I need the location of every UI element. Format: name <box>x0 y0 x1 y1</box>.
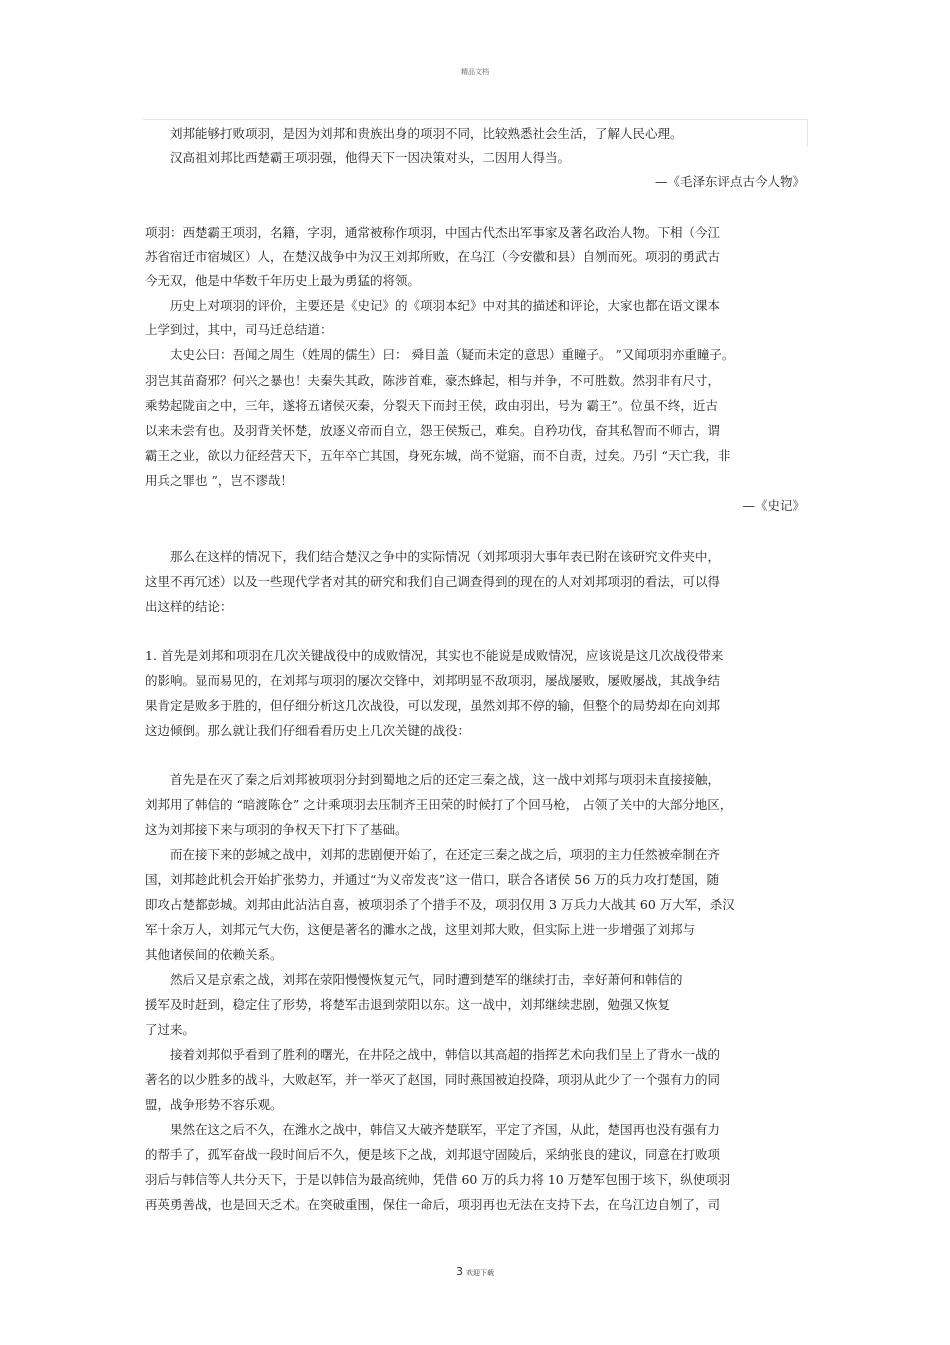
footer-label: 欢迎下载 <box>466 1269 494 1277</box>
text-line: 国，刘邦趁此机会开始扩张势力，并通过“为义帝发丧”这一借口，联合各诸侯 56 万的兵力攻打楚国，随 <box>145 872 720 887</box>
text-line: 其他诸侯间的依赖关系。 <box>145 947 283 962</box>
text-line: 这为刘邦接下来与项羽的争权天下打下了基础。 <box>145 822 408 837</box>
text-line: 出这样的结论： <box>145 599 233 614</box>
text-line: 以来未尝有也。及羽背关怀楚，放逐义帝而自立，怨王侯叛己，难矣。自矜功伐，奋其私智而不师古，谓 <box>145 423 721 438</box>
text-line: 军十余万人，刘邦元气大伤，这便是著名的濉水之战，这里刘邦大败，但实际上进一步增强了刘邦与 <box>145 922 696 937</box>
text-line: 这边倾倒。那么就让我们仔细看看历史上几次关键的战役： <box>145 723 471 738</box>
text-line: 上学到过，其中，司马迁总结道： <box>145 322 333 337</box>
text-line: 的影响。显而易见的，在刘邦与项羽的屡次交锋中，刘邦明显不敌项羽，屡战屡败，屡败屡战，其战争结 <box>145 673 721 688</box>
text-line: 项羽：西楚霸王项羽，名籍，字羽，通常被称作项羽，中国古代杰出军事家及著名政治人物。下相（今江 <box>145 225 721 240</box>
text-line: 著名的以少胜多的战斗，大败赵军，并一举灭了赵国，同时燕国被迫投降，项羽从此少了一个强有力的同 <box>145 1072 721 1087</box>
page-footer <box>0 1260 950 1279</box>
text-line: 1. 首先是刘邦和项羽在几次关键战役中的成败情况，其实也不能说是成败情况，应该说是这几次战役带来 <box>145 648 724 663</box>
text-line: 历史上对项羽的评价，主要还是《史记》的《项羽本纪》中对其的描述和评论，大家也都在语文课本 <box>170 298 721 313</box>
page-header: 精品文档 <box>461 68 489 76</box>
text-line: 刘邦能够打败项羽，是因为刘邦和贵族出身的项羽不同，比较熟悉社会生活，了解人民心理。 <box>170 126 683 141</box>
text-line: 即攻占楚都彭城。刘邦由此沾沾自喜，被项羽杀了个措手不及，项羽仅用 3 万兵力大战其 60 万大军，杀汉 <box>145 897 735 912</box>
text-line: 用兵之罪也 ”，岂不谬哉！ <box>145 473 293 488</box>
text-line: 乘势起陇亩之中，三年，遂将五诸侯灭秦，分裂天下而封王侯，政由羽出，号为 霸王”。位虽不终，近古 <box>145 398 718 413</box>
text-line: 再英勇善战，也是回天乏术。在突破重围，保住一命后，项羽再也无法在支持下去，在乌江边自刎了，司 <box>145 1197 721 1212</box>
text-line: 刘邦用了韩信的 “暗渡陈仓” 之计乘项羽去压制齐王田荣的时候打了个回马枪， 占领了关中的大部分地区， <box>145 797 733 812</box>
text-line: 然后又是京索之战，刘邦在荥阳慢慢恢复元气，同时遭到楚军的继续打击，幸好萧何和韩信的 <box>170 972 683 987</box>
text-line: 而在接下来的彭城之战中，刘邦的悲剧便开始了，在还定三秦之战之后，项羽的主力任然被牵制在齐 <box>170 847 721 862</box>
text-line: 太史公曰：吾闻之周生（姓周的儒生）曰： 舜目盖（疑而未定的意思）重瞳子。 ”又闻项羽亦重瞳子。 <box>170 347 735 362</box>
text-line: 接着刘邦似乎看到了胜利的曙光，在井陉之战中，韩信以其高超的指挥艺术向我们呈上了背水一战的 <box>170 1047 721 1062</box>
text-line: 霸王之业，欲以力征经营天下，五年卒亡其国，身死东城，尚不觉寤，而不自责，过矣。乃引 “天亡我，非 <box>145 448 731 463</box>
text-line: 苏省宿迁市宿城区）人，在楚汉战争中为汉王刘邦所败，在乌江（今安徽和县）自刎而死。项羽的勇武古 <box>145 249 721 264</box>
text-line: 盟，战争形势不容乐观。 <box>145 1097 283 1112</box>
text-line: 羽后与韩信等人共分天下，于是以韩信为最高统帅，凭借 60 万的兵力将 10 万楚军包围于垓下，纵使项羽 <box>145 1172 731 1187</box>
text-line: 今无双，他是中华数千年历史上最为勇猛的将领。 <box>145 273 421 288</box>
text-line: 援军及时赶到，稳定住了形势，将楚军击退到荥阳以东。这一战中，刘邦继续悲剧，勉强又恢复 <box>145 997 671 1012</box>
text-line: 那么在这样的情况下，我们结合楚汉之争中的实际情况（刘邦项羽大事年表已附在该研究文件夹中， <box>170 549 721 564</box>
text-line: 了过来。 <box>145 1022 196 1037</box>
text-line: 这里不再冗述）以及一些现代学者对其的研究和我们自己调查得到的现在的人对刘邦项羽的看法，可以得 <box>145 574 721 589</box>
text-line: 首先是在灭了秦之后刘邦被项羽分封到蜀地之后的还定三秦之战，这一战中刘邦与项羽未直接接触， <box>170 772 721 787</box>
citation: —《毛泽东评点古今人物》 <box>654 174 805 189</box>
text-line: 羽岂其苗裔邪？何兴之暴也！夫秦失其政，陈涉首难，豪杰蜂起，相与并争，不可胜数。然羽非有尺寸， <box>145 373 721 388</box>
text-line: 的帮手了，孤军奋战一段时间后不久，便是垓下之战，刘邦退守固陵后，采纳张良的建议，同意在打败项 <box>145 1147 721 1162</box>
text-line: 果然在这之后不久，在潍水之战中，韩信又大破齐楚联军，平定了齐国，从此，楚国再也没有强有力 <box>170 1122 721 1137</box>
page-number: 3 <box>456 1265 463 1278</box>
text-line: 果肯定是败多于胜的，但仔细分析这几次战役，可以发现，虽然刘邦不停的输，但整个的局势却在向刘邦 <box>145 698 721 713</box>
text-line: 汉高祖刘邦比西楚霸王项羽强，他得天下一因决策对头，二因用人得当。 <box>170 150 571 165</box>
citation: —《史记》 <box>742 498 805 513</box>
